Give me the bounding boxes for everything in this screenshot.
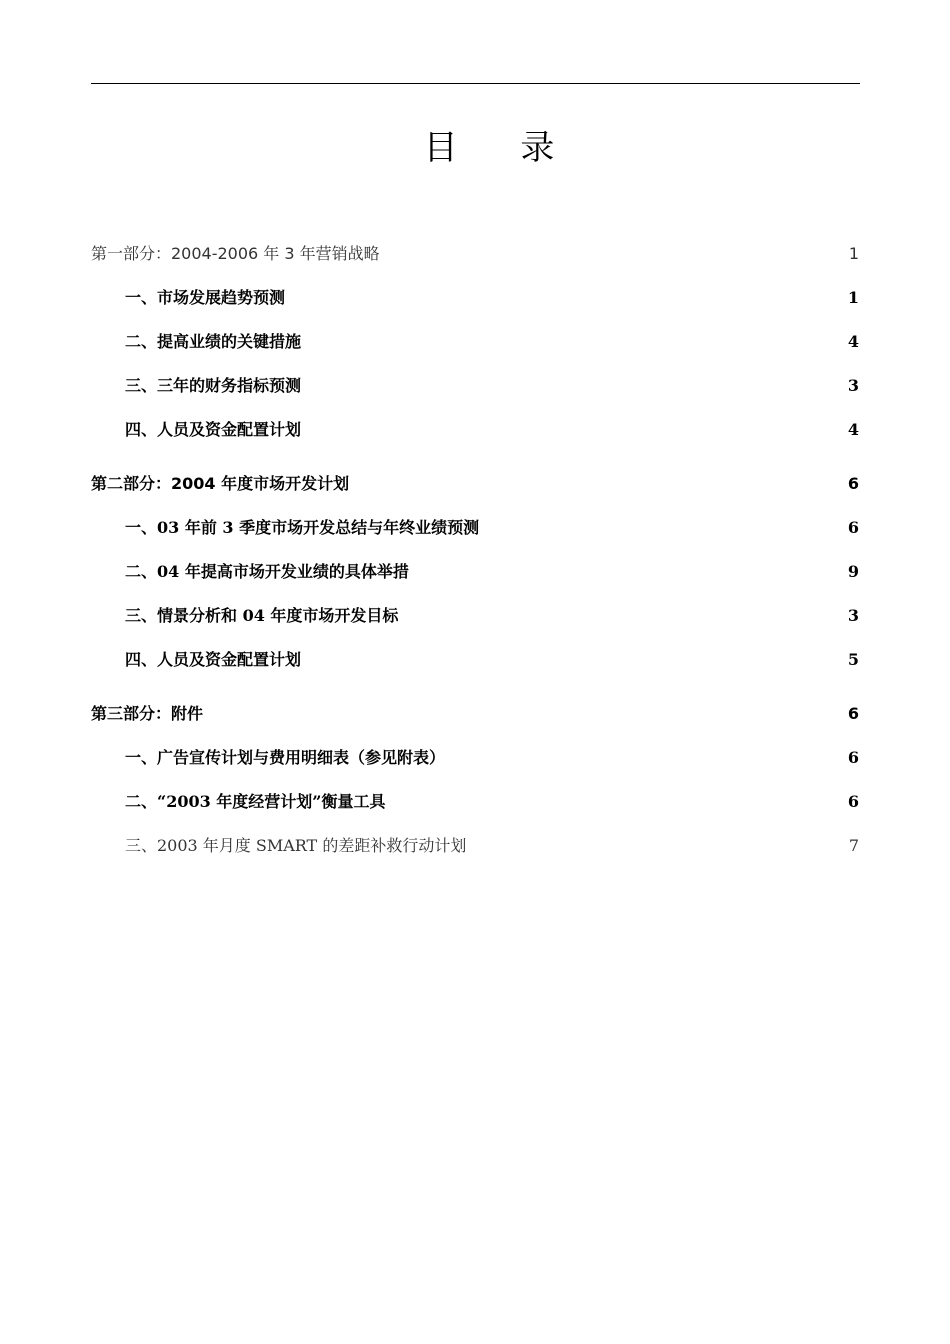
toc-entry-page: 6 (847, 518, 859, 537)
toc-entry-3-3[interactable] (125, 833, 859, 859)
header-rule (91, 83, 860, 84)
toc-entry-part3[interactable] (91, 701, 859, 727)
toc-entry-page: 1 (848, 244, 859, 263)
toc-entry-2-1[interactable] (125, 515, 859, 541)
toc-entry-page: 6 (847, 704, 859, 723)
toc-entry-text: 第二部分：2004 年度市场开发计划 (91, 474, 350, 493)
toc-entry-1-4[interactable] (125, 417, 859, 443)
toc-entry-page: 4 (847, 420, 859, 439)
toc-entry-2-2[interactable] (125, 559, 859, 585)
toc-entry-text: 一、广告宣传计划与费用明细表（参见附表） (125, 748, 446, 767)
toc-entry-page: 1 (847, 288, 859, 307)
toc-entry-page: 3 (847, 606, 859, 625)
toc-entry-text: 一、03 年前 3 季度市场开发总结与年终业绩预测 (125, 518, 480, 537)
toc-entry-page: 5 (847, 650, 859, 669)
toc-entry-text: 第三部分：附件 (91, 704, 204, 723)
toc-entry-page: 4 (847, 332, 859, 351)
toc-title: 目 录 (423, 128, 581, 168)
toc-entry-text: 三、2003 年月度 SMART 的差距补救行动计划 (125, 836, 467, 855)
toc-entry-part2[interactable] (91, 471, 859, 497)
toc-entry-text: 二、提高业绩的关键措施 (125, 332, 302, 351)
toc-entry-2-3[interactable] (125, 603, 859, 629)
toc-entry-1-1[interactable] (125, 285, 859, 311)
toc-entry-page: 9 (847, 562, 859, 581)
toc-entry-text: 三、三年的财务指标预测 (125, 376, 302, 395)
toc-entry-text: 三、情景分析和 04 年度市场开发目标 (125, 606, 399, 625)
toc-entry-text: 一、市场发展趋势预测 (125, 288, 286, 307)
toc-entry-page: 6 (847, 748, 859, 767)
toc-entry-page: 6 (847, 792, 859, 811)
toc-entry-text: 二、“2003 年度经营计划”衡量工具 (125, 792, 386, 811)
toc-entry-page: 3 (847, 376, 859, 395)
toc-entry-3-1[interactable] (125, 745, 859, 771)
toc-entry-part1[interactable] (91, 241, 859, 267)
toc-entry-1-3[interactable] (125, 373, 859, 399)
toc-entry-page: 7 (848, 836, 859, 855)
toc-entry-text: 第一部分：2004-2006 年 3 年营销战略 (91, 244, 380, 263)
toc-entry-text: 四、人员及资金配置计划 (125, 650, 302, 669)
toc-entry-1-2[interactable] (125, 329, 859, 355)
toc-entry-3-2[interactable] (125, 789, 859, 815)
toc-entry-text: 二、04 年提高市场开发业绩的具体举措 (125, 562, 409, 581)
toc-entry-text: 四、人员及资金配置计划 (125, 420, 302, 439)
toc-entry-2-4[interactable] (125, 647, 859, 673)
toc-entry-page: 6 (847, 474, 859, 493)
